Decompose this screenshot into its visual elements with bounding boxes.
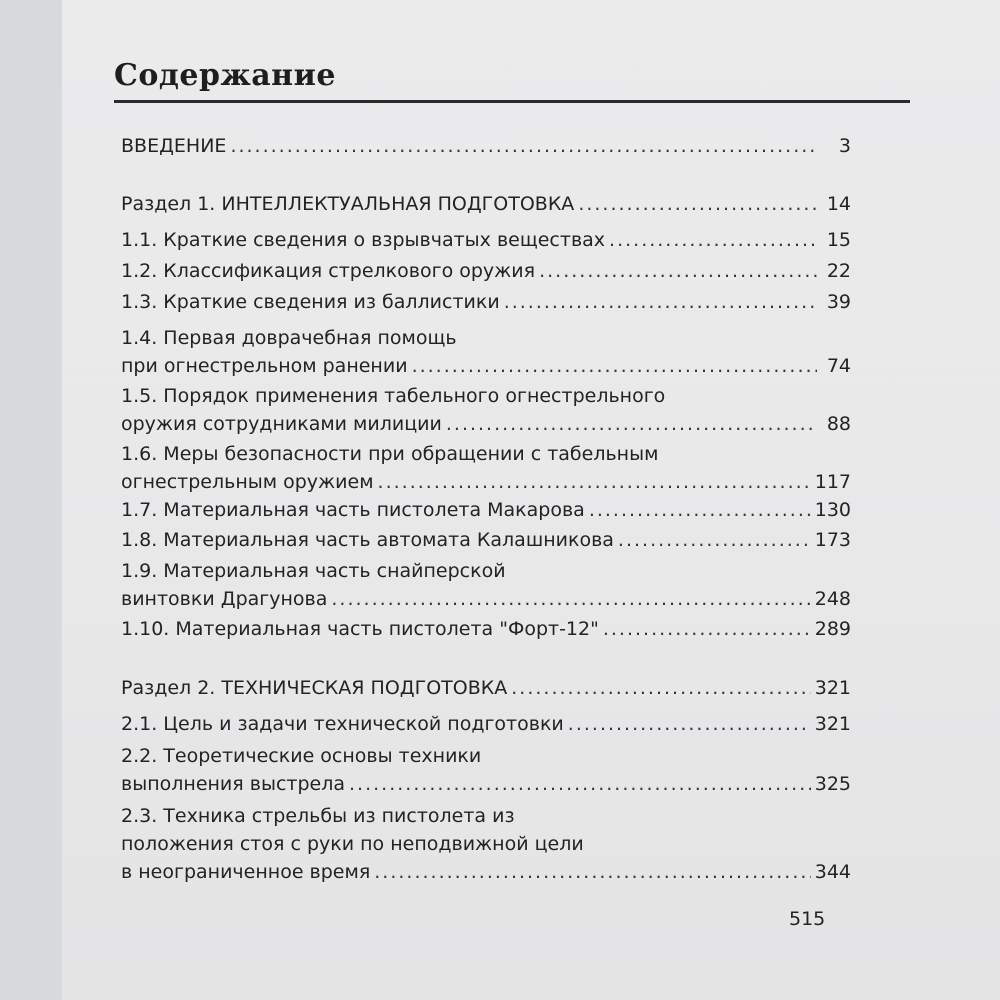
toc-entry-title-continued: при огнестрельном ранении [121, 355, 408, 377]
page-number: 515 [789, 908, 826, 930]
toc-entry-1-6 [121, 440, 851, 496]
toc-entry-1-9 [121, 557, 851, 613]
toc-page-number: 325 [814, 773, 851, 795]
toc-entry-title: Раздел 2. ТЕХНИЧЕСКАЯ ПОДГОТОВКА [121, 677, 508, 699]
book-page [62, 0, 1000, 1000]
toc-entry-title: 1.7. Материальная часть пистолета Макарова [121, 499, 585, 521]
toc-page-number: 88 [826, 413, 851, 435]
toc-entry-title: 2.3. Техника стрельбы из пистолета из [121, 805, 515, 827]
toc-entry-intro [121, 132, 851, 160]
toc-entry-1-10 [121, 615, 851, 643]
toc-page-number: 321 [814, 677, 851, 699]
dot-leader [578, 190, 817, 218]
dot-leader [603, 615, 811, 643]
toc-page-number: 248 [814, 588, 851, 610]
toc-entry-1-1 [121, 226, 851, 254]
dot-leader [539, 257, 817, 285]
toc-entry-title: 1.8. Материальная часть автомата Калашникова [121, 529, 614, 551]
toc-entry-title: ВВЕДЕНИЕ [121, 135, 227, 157]
toc-entry-title: 1.5. Порядок применения табельного огнестрельного [121, 385, 666, 407]
toc-page-number: 117 [814, 471, 851, 493]
dot-leader [589, 496, 811, 524]
toc-page-number: 321 [814, 713, 851, 735]
toc-entry-title-continued: оружия сотрудниками милиции [121, 413, 442, 435]
toc-entry-1-5 [121, 382, 851, 438]
toc-entry-section-2 [121, 674, 851, 702]
toc-page-number: 39 [826, 291, 851, 313]
toc-entry-title: 2.2. Теоретические основы техники [121, 745, 482, 767]
toc-page-number: 130 [814, 499, 851, 521]
dot-leader [504, 288, 817, 316]
toc-entry-title: 1.3. Краткие сведения из баллистики [121, 291, 500, 313]
toc-page-number: 344 [814, 861, 851, 883]
dot-leader [378, 468, 811, 496]
toc-page-number: 22 [826, 260, 851, 282]
dot-leader [618, 526, 811, 554]
toc-page-number: 14 [826, 193, 851, 215]
toc-entry-1-7 [121, 496, 851, 524]
toc-page-number: 74 [826, 355, 851, 377]
toc-entry-title: 2.1. Цель и задачи технической подготовки [121, 713, 564, 735]
page-title: Содержание [114, 56, 910, 103]
dot-leader [511, 674, 810, 702]
toc-entry-title: 1.6. Меры безопасности при обращении с табельным [121, 443, 659, 465]
dot-leader [446, 410, 817, 438]
toc-entry-section-1 [121, 190, 851, 218]
toc-entry-title-continued: огнестрельным оружием [121, 471, 374, 493]
toc-entry-title: 1.4. Первая доврачебная помощь [121, 327, 457, 349]
bleed-through-text: ᅟ ᅟ ᅟ ᅟ ᅟ ᅟ ᅟ ᅟ ᅟ ᅟ ᅟ ᅟ ᅟ ᅟ ᅟ ᅟ ᅟ ᅟ ᅟ ᅟ ᅟ ᅟ ᅟ [122, 3, 619, 23]
dot-leader [230, 132, 817, 160]
toc-entry-2-1 [121, 710, 851, 738]
toc-entry-title-continued: выполнения выстрела [121, 773, 345, 795]
dot-leader [349, 770, 811, 798]
toc-entry-title-continued: винтовки Драгунова [121, 588, 328, 610]
toc-entry-1-4 [121, 324, 851, 380]
toc-entry-2-2 [121, 742, 851, 798]
dot-leader [609, 226, 817, 254]
toc-page-number: 173 [814, 529, 851, 551]
dot-leader [568, 710, 811, 738]
toc-entry-1-8 [121, 526, 851, 554]
toc-entry-title-continued: положения стоя с руки по неподвижной цели [121, 833, 584, 855]
toc-page-number: 289 [814, 618, 851, 640]
dot-leader [412, 352, 817, 380]
toc-entry-title: 1.10. Материальная часть пистолета "Форт-12" [121, 618, 599, 640]
toc-entry-1-3 [121, 288, 851, 316]
toc-page-number: 3 [838, 135, 851, 157]
toc-entry-title: 1.1. Краткие сведения о взрывчатых веществах [121, 229, 606, 251]
toc-entry-title: 1.9. Материальная часть снайперской [121, 560, 506, 582]
toc-entry-title: 1.2. Классификация стрелкового оружия [121, 260, 536, 282]
dot-leader [374, 858, 810, 886]
dot-leader [331, 585, 810, 613]
toc-entry-title-continued: в неограниченное время [121, 861, 371, 883]
toc-entry-title: Раздел 1. ИНТЕЛЛЕКТУАЛЬНАЯ ПОДГОТОВКА [121, 193, 575, 215]
toc-entry-1-2 [121, 257, 851, 285]
toc-entry-2-3 [121, 802, 851, 886]
toc-page-number: 15 [826, 229, 851, 251]
